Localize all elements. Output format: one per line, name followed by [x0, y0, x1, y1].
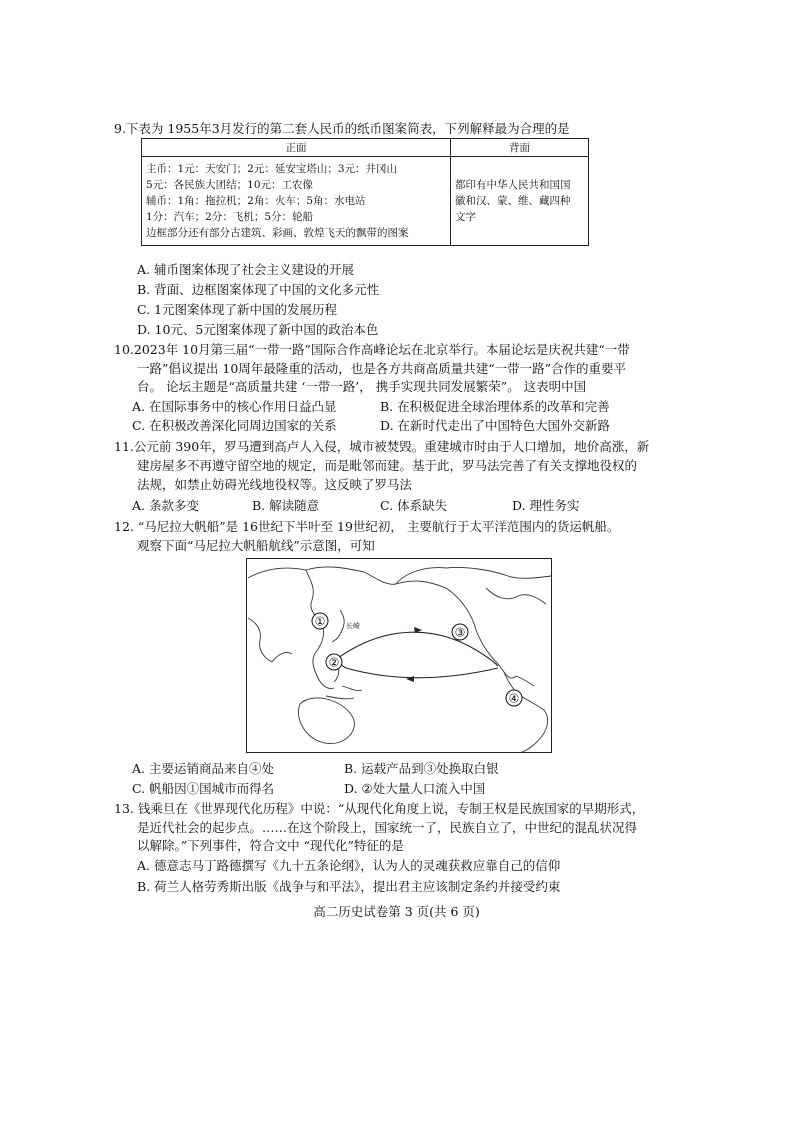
q11-option-d: D. 理性务实	[512, 498, 580, 513]
table-header-back: 背面	[451, 139, 589, 157]
marker-3: ③	[454, 625, 466, 640]
q13-line2: 是近代社会的起步点。……在这个阶段上，国家统一了，民族自立了，中世纪的混乱状况得	[137, 820, 638, 835]
q12-option-b: B. 运载产品到③处换取白银	[344, 761, 499, 776]
q11-option-c: C. 体系缺失	[380, 498, 448, 513]
q10-line2: 一路”倡议提出 10周年最隆重的活动，也是各方共商高质量共建“一带一路”合作的重要平	[137, 361, 627, 376]
q9-option-c: C. 1元图案体现了新中国的发展历程	[137, 302, 338, 317]
q13-line1: 13. 钱乘旦在《世界现代化历程》中说：“从现代化角度上说，专制王权是民族国家的早期形式，	[114, 801, 645, 816]
q10-option-c: C. 在积极改善深化同周边国家的关系	[132, 418, 337, 433]
q11-line1: 11.公元前 390年，罗马遭到高卢人入侵，城市被焚毁。重建城市时由于人口增加，地价高涨，新	[114, 439, 650, 454]
front-line: 边框部分还有部分古建筑、彩画、敦煌飞天的飘带的图案	[146, 227, 409, 239]
q10-option-d: D. 在新时代走出了中国特色大国外交新路	[380, 418, 611, 433]
front-line: 辅币：1角：拖拉机；2角：火车；5角：水电站	[146, 195, 366, 207]
q12-option-d: D. ②处大量人口流入中国	[344, 781, 486, 796]
q9-option-d: D. 10元、5元图案体现了新中国的政治本色	[137, 322, 379, 337]
table-cell-back	[451, 157, 589, 246]
front-line: 1分：汽车；2分：飞机；5分：轮船	[146, 211, 314, 223]
q11-line2: 建房屋多不再遵守留空地的规定，而是毗邻而建。基于此，罗马法完善了有关支撑地役权的	[137, 458, 638, 473]
page-footer: 高二历史试卷第 3 页(共 6 页)	[313, 904, 480, 919]
q12-line1: 12. “马尼拉大帆船”是 16世纪下半叶至 19世纪初， 主要航行于太平洋范围内的货运帆船。	[114, 519, 620, 534]
q11-option-a: A. 条款多变	[132, 498, 199, 513]
q13-option-a: A. 德意志马丁路德撰写《九十五条论纲》，认为人的灵魂获救应靠自己的信仰	[137, 858, 561, 873]
q9-stem: 9.下表为 1955年3月发行的第二套人民币的纸币图案简表，下列解释最为合理的是	[114, 121, 570, 136]
q12-option-a: A. 主要运销商品来自④处	[132, 761, 274, 776]
manila-galleon-route-map	[246, 558, 552, 753]
q12-option-c: C. 帆船因①国城市而得名	[132, 781, 275, 796]
marker-1: ①	[314, 614, 326, 629]
q10-option-b: B. 在积极促进全球治理体系的改革和完善	[380, 399, 610, 414]
marker-4: ④	[508, 691, 520, 706]
currency-table	[141, 138, 589, 246]
q12-line2: 观察下面“马尼拉大帆船航线”示意图，可知	[137, 538, 375, 553]
back-line: 徽和汉、蒙、维、藏四种	[455, 195, 571, 207]
q9-option-a: A. 辅币图案体现了社会主义建设的开展	[137, 262, 354, 277]
front-line: 5元：各民族大团结；10元：工农像	[146, 179, 314, 191]
q13-option-b: B. 荷兰人格劳秀斯出版《战争与和平法》，提出君主应该制定条约并接受约束	[137, 879, 561, 894]
marker-2: ②	[328, 655, 340, 670]
table-cell-front	[142, 157, 451, 246]
back-line: 文字	[455, 211, 476, 223]
q9-option-b: B. 背面、边框图案体现了中国的文化多元性	[137, 282, 380, 297]
table-header-front: 正面	[142, 139, 451, 157]
q10-line1: 10.2023年 10月第三届“一带一路”国际合作高峰论坛在北京举行。本届论坛是庆祝共建“一带	[114, 342, 630, 357]
front-line: 主币：1元：天安门；2元：延安宝塔山；3元：井冈山	[146, 163, 398, 175]
q13-line3: 以解除。”下列事件，符合文中 “现代化”特征的是	[137, 838, 404, 853]
q11-option-b: B. 解读随意	[252, 498, 320, 513]
q10-option-a: A. 在国际事务中的核心作用日益凸显	[132, 399, 337, 414]
q10-line3: 台。 论坛主题是“高质量共建 ‘一带一路’， 携手实现共同发展繁荣”。 这表明中国	[137, 379, 587, 394]
q11-line3: 法规，如禁止妨碍光线地役权等。这反映了罗马法	[137, 477, 413, 492]
city-label-nagasaki: 长崎	[346, 622, 360, 630]
back-line: 都印有中华人民共和国国	[455, 179, 571, 191]
